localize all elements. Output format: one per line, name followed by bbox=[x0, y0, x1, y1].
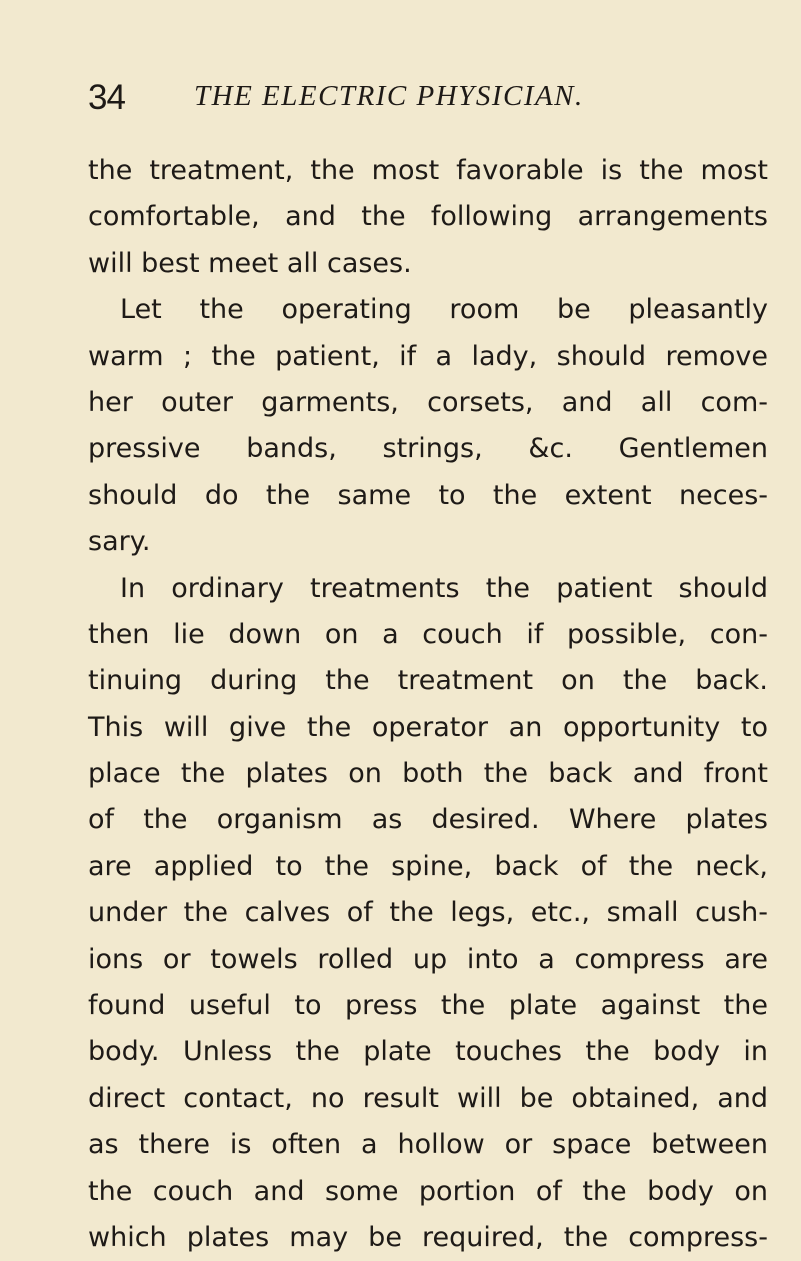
text-line: Let the operating room be pleasantly bbox=[120, 294, 768, 326]
text-line: This will give the operator an opportunity to bbox=[88, 711, 768, 743]
page-number: 34 bbox=[88, 78, 125, 117]
text-line: sary. bbox=[88, 526, 151, 558]
text-line: as there is often a hollow or space between bbox=[88, 1129, 768, 1161]
text-line: direct contact, no result will be obtained, and bbox=[88, 1082, 768, 1114]
text-line: of the organism as desired. Where plates bbox=[88, 804, 768, 836]
text-line: warm ; the patient, if a lady, should remove bbox=[88, 340, 768, 372]
text-line: are applied to the spine, back of the neck, bbox=[88, 850, 768, 882]
text-line: In ordinary treatments the patient should bbox=[120, 572, 768, 604]
text-line: should do the same to the extent neces- bbox=[88, 479, 768, 511]
text-line: her outer garments, corsets, and all com- bbox=[88, 386, 768, 418]
text-line: place the plates on both the back and front bbox=[88, 758, 768, 790]
body-text bbox=[88, 148, 768, 1261]
text-line: found useful to press the plate against the bbox=[88, 990, 768, 1022]
text-line: body. Unless the plate touches the body in bbox=[88, 1036, 768, 1068]
text-line: comfortable, and the following arrangements bbox=[88, 201, 768, 233]
text-line: the couch and some portion of the body on bbox=[88, 1175, 768, 1207]
text-line: ions or towels rolled up into a compress are bbox=[88, 943, 768, 975]
text-line: then lie down on a couch if possible, con- bbox=[88, 618, 768, 650]
text-line: tinuing during the treatment on the back. bbox=[88, 665, 768, 697]
text-line: will best meet all cases. bbox=[88, 247, 412, 279]
text-line: which plates may be required, the compress- bbox=[88, 1221, 768, 1253]
text-line: pressive bands, strings, &c. Gentlemen bbox=[88, 433, 768, 465]
text-line: under the calves of the legs, etc., small cush- bbox=[88, 897, 768, 929]
page-header bbox=[88, 78, 768, 128]
text-line: the treatment, the most favorable is the most bbox=[88, 155, 768, 186]
running-title: THE ELECTRIC PHYSICIAN. bbox=[194, 80, 584, 112]
